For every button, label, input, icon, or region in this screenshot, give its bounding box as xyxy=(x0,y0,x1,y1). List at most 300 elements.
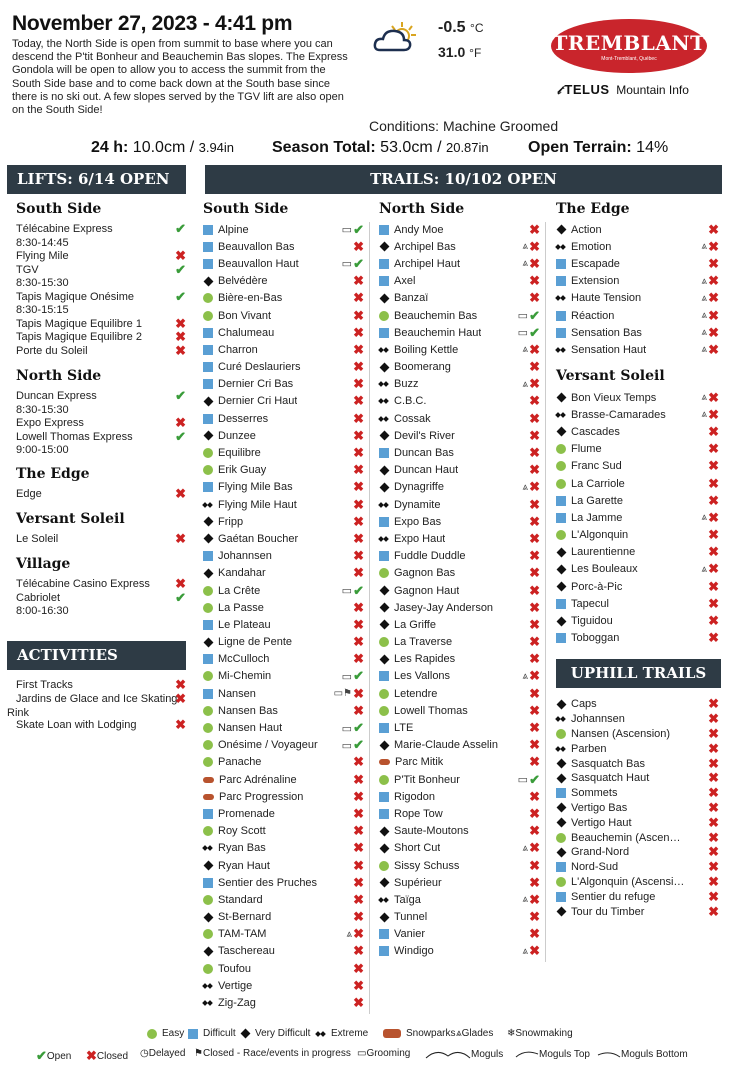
closed-cross-icon: ✖ xyxy=(708,888,719,904)
extreme-double-diamond-icon xyxy=(556,410,566,420)
uphill-name: Sommets xyxy=(571,787,618,800)
open-check-icon: ✔ xyxy=(353,582,364,598)
difficult-square-icon xyxy=(556,862,566,872)
lift-item-expo-express xyxy=(16,417,188,431)
trail-item-vertige xyxy=(203,977,366,994)
very-difficult-diamond-icon xyxy=(204,276,214,286)
trail-item-charron xyxy=(203,341,366,358)
trail-item-desserres xyxy=(203,410,366,427)
lifts-group-list xyxy=(16,578,188,619)
trail-item-sensation-bas xyxy=(556,324,721,341)
lifts-group-title: Versant Soleil xyxy=(16,511,125,527)
very-difficult-diamond-icon xyxy=(204,534,214,544)
very-difficult-diamond-icon xyxy=(204,568,214,578)
easy-circle-icon xyxy=(203,826,213,836)
trail-item-la-passe xyxy=(203,599,366,616)
trail-name: Fripp xyxy=(218,515,244,528)
trail-name: Mi-Chemin xyxy=(218,670,272,683)
trail-item-la-crete xyxy=(203,582,366,599)
very-difficult-diamond-icon xyxy=(557,847,567,857)
trail-item-tiguidou xyxy=(556,612,721,629)
lift-name: Cabriolet xyxy=(16,591,61,604)
activity-name: First Tracks xyxy=(16,679,73,691)
easy-circle-icon xyxy=(379,706,389,716)
closed-cross-icon: ✖ xyxy=(708,630,719,646)
difficult-square-icon xyxy=(203,620,213,630)
trail-name: Parc Adrénaline xyxy=(219,773,297,786)
lift-item-tgv xyxy=(16,261,188,291)
closed-cross-icon: ✖ xyxy=(175,576,186,591)
trail-name: C.B.C. xyxy=(394,395,427,408)
uphill-item-l-algonquin-ascensi xyxy=(556,875,721,890)
closed-cross-icon: ✖ xyxy=(529,788,540,804)
trail-name: Boiling Kettle xyxy=(394,343,459,356)
very-difficult-diamond-icon xyxy=(557,759,567,769)
closed-cross-icon: ✖ xyxy=(353,462,364,478)
glades-icon: ⩓ xyxy=(456,1028,462,1039)
open-check-icon: ✔ xyxy=(175,221,186,236)
uphill-name: Vertigo Bas xyxy=(571,801,628,814)
trail-name: Letendre xyxy=(394,687,438,700)
lift-hours: 8:30-14:45 xyxy=(16,236,69,249)
uphill-name: Sentier du refuge xyxy=(571,890,656,903)
closed-cross-icon: ✖ xyxy=(708,859,719,875)
uphill-item-grand-nord xyxy=(556,845,721,860)
open-check-icon: ✔ xyxy=(175,288,186,304)
trail-name: Beauchemin Bas xyxy=(394,309,478,322)
trail-item-cascades xyxy=(556,423,721,440)
trail-name: Porc-à-Pic xyxy=(571,580,623,593)
trail-item-saute-moutons xyxy=(379,823,542,840)
lift-item-duncan-express xyxy=(16,390,188,417)
trail-name: Parc Mitik xyxy=(395,756,444,769)
trail-item-rigodon xyxy=(379,788,542,805)
activities-header: ACTIVITIES xyxy=(7,641,186,670)
difficult-square-icon xyxy=(203,362,213,372)
lift-name: Flying Mile xyxy=(16,250,69,262)
trail-item-chalumeau xyxy=(203,324,366,341)
extreme-double-diamond-icon xyxy=(203,981,213,991)
closed-cross-icon: ✖ xyxy=(708,770,719,786)
open-check-icon: ✔ xyxy=(529,324,540,340)
easy-circle-icon xyxy=(203,311,213,321)
trail-item-les-bouleaux xyxy=(556,561,721,578)
closed-cross-icon: ✖ xyxy=(708,441,719,457)
trail-name: Dunzee xyxy=(218,429,256,442)
open-check-icon: ✔ xyxy=(175,589,186,605)
lifts-group-title: Village xyxy=(16,556,71,572)
closed-cross-icon: ✖ xyxy=(529,548,540,564)
closed-cross-icon: ✖ xyxy=(708,785,719,801)
difficult-square-icon xyxy=(203,809,213,819)
trail-item-la-jamme xyxy=(556,509,721,526)
trail-item-porc-a-pic xyxy=(556,578,721,595)
easy-circle-icon xyxy=(379,568,389,578)
glades-icon: ⩓ xyxy=(522,241,528,253)
uphill-item-johannsen xyxy=(556,712,721,727)
extreme-double-diamond-icon xyxy=(556,345,566,355)
closed-cross-icon: ✖ xyxy=(529,445,540,461)
closed-cross-icon: ✖ xyxy=(529,462,540,478)
extreme-double-diamond-icon xyxy=(379,396,389,406)
closed-cross-icon: ✖ xyxy=(353,341,364,357)
closed-cross-icon: ✖ xyxy=(353,840,364,856)
glades-icon: ⩓ xyxy=(701,292,707,304)
closed-cross-icon: ✖ xyxy=(708,755,719,771)
lift-name: Edge xyxy=(16,488,42,500)
trail-item-jasey-jay-anderson xyxy=(379,599,542,616)
lift-name: Lowell Thomas Express xyxy=(16,430,133,443)
extreme-double-diamond-icon xyxy=(556,242,566,252)
easy-circle-icon xyxy=(379,861,389,871)
trail-name: Flume xyxy=(571,443,602,456)
trail-item-dynagriffe xyxy=(379,479,542,496)
trail-name: Marie-Claude Asselin xyxy=(394,739,498,752)
easy-circle-icon xyxy=(556,444,566,454)
closed-cross-icon: ✖ xyxy=(529,616,540,632)
very-difficult-diamond-icon xyxy=(380,362,390,372)
trail-item-nansen-bas xyxy=(203,702,366,719)
glades-icon: ⩓ xyxy=(701,563,707,575)
easy-circle-icon xyxy=(203,603,213,613)
trail-item-panache xyxy=(203,754,366,771)
closed-cross-icon: ✖ xyxy=(708,711,719,727)
trail-name: McCulloch xyxy=(218,653,270,666)
trail-item-cure-deslauriers xyxy=(203,359,366,376)
open-check-icon: ✔ xyxy=(353,255,364,271)
open-check-icon: ✔ xyxy=(353,668,364,684)
very-difficult-diamond-icon xyxy=(380,912,390,922)
trail-name: Axel xyxy=(394,275,416,288)
closed-cross-icon: ✖ xyxy=(529,238,540,254)
closed-cross-icon: ✖ xyxy=(353,238,364,254)
closed-cross-icon: ✖ xyxy=(529,891,540,907)
trail-name: Les Vallons xyxy=(394,670,451,683)
trails-edge-list xyxy=(556,221,721,359)
trail-item-lowell-thomas xyxy=(379,702,542,719)
extreme-double-diamond-icon xyxy=(379,414,389,424)
closed-cross-icon: ✖ xyxy=(529,702,540,718)
trail-name: Bon Vieux Temps xyxy=(571,391,657,404)
activity-item-first-tracks xyxy=(16,679,188,693)
closed-cross-icon: ✖ xyxy=(529,651,540,667)
lift-hours: 8:00-16:30 xyxy=(16,605,69,617)
very-difficult-diamond-icon xyxy=(204,517,214,527)
closed-cross-icon: ✖ xyxy=(175,531,186,546)
trail-name: Short Cut xyxy=(394,842,441,855)
temperature-celsius: -0.5 °C xyxy=(438,19,484,36)
easy-circle-icon xyxy=(203,671,213,681)
uphill-name: Sasquatch Haut xyxy=(571,772,650,785)
closed-cross-icon: ✖ xyxy=(353,823,364,839)
trail-name: Flying Mile Bas xyxy=(218,481,293,494)
trail-name: Chalumeau xyxy=(218,326,275,339)
closed-cross-icon: ✖ xyxy=(708,389,719,405)
closed-cross-icon: ✖ xyxy=(353,427,364,443)
trail-item-taschereau xyxy=(203,943,366,960)
closed-cross-icon: ✖ xyxy=(529,341,540,357)
closed-cross-icon: ✖ xyxy=(353,599,364,615)
lifts-group-list xyxy=(16,390,188,458)
closed-cross-icon: ✖ xyxy=(353,273,364,289)
trail-name: Erik Guay xyxy=(218,464,267,477)
glades-icon: ⩓ xyxy=(701,392,707,404)
grooming-icon: ▭ xyxy=(341,224,352,237)
trail-name: Expo Bas xyxy=(394,515,442,528)
trail-name: Haute Tension xyxy=(571,292,642,305)
very-difficult-diamond-icon xyxy=(380,603,390,613)
trail-name: Parc Progression xyxy=(219,790,304,803)
trail-item-dernier-cri-bas xyxy=(203,376,366,393)
closed-cross-icon: ✖ xyxy=(708,561,719,577)
lift-hours: 8:30-15:15 xyxy=(16,304,69,316)
trail-name: Gagnon Bas xyxy=(394,567,456,580)
trail-name: Supérieur xyxy=(394,876,442,889)
lift-item-tapis-magique-equilibre-1 xyxy=(16,315,188,332)
closed-cross-icon: ✖ xyxy=(353,805,364,821)
difficult-square-icon xyxy=(379,517,389,527)
difficult-square-icon xyxy=(556,276,566,286)
closed-cross-icon: ✖ xyxy=(529,273,540,289)
easy-circle-icon xyxy=(379,311,389,321)
trail-item-expo-haut xyxy=(379,530,542,547)
glades-icon: ⩓ xyxy=(701,275,707,287)
grooming-icon: ▭ xyxy=(341,670,352,683)
trail-name: Andy Moe xyxy=(394,223,444,236)
very-difficult-diamond-icon xyxy=(380,465,390,475)
closed-cross-icon: ✖ xyxy=(529,479,540,495)
trail-name: Curé Deslauriers xyxy=(218,361,301,374)
trail-item-parc-adrenaline xyxy=(203,771,366,788)
closed-cross-icon: ✖ xyxy=(175,342,186,358)
lift-name: Expo Express xyxy=(16,417,84,429)
open-check-icon: ✔ xyxy=(353,221,364,237)
difficult-square-icon xyxy=(379,946,389,956)
closed-cross-icon: ✖ xyxy=(529,496,540,512)
trail-item-short-cut xyxy=(379,840,542,857)
trail-item-duncan-haut xyxy=(379,462,542,479)
easy-circle-icon xyxy=(556,461,566,471)
closed-cross-icon: ✖ xyxy=(529,599,540,615)
difficult-square-icon xyxy=(203,345,213,355)
trail-name: Charron xyxy=(218,343,258,356)
trail-name: Duncan Haut xyxy=(394,464,459,477)
trail-name: Nansen Bas xyxy=(218,704,278,717)
moguls-bottom-icon xyxy=(597,1048,621,1060)
trail-item-haute-tension xyxy=(556,290,721,307)
trail-name: Jasey-Jay Anderson xyxy=(394,601,494,614)
trail-name: Bon Vivant xyxy=(218,309,272,322)
trails-soleil-list xyxy=(556,389,721,647)
trail-item-belvedere xyxy=(203,273,366,290)
trail-item-taiga xyxy=(379,891,542,908)
activity-item-jardins-de-glace-and-ice-skating-rink xyxy=(7,693,188,720)
very-difficult-diamond-icon xyxy=(557,225,567,235)
trail-item-la-carriole xyxy=(556,475,721,492)
trails-header: TRAILS: 10/102 OPEN xyxy=(205,165,722,194)
closed-cross-icon: ✖ xyxy=(708,458,719,474)
lift-name: Télécabine Express xyxy=(16,223,113,235)
closed-cross-icon: ✖ xyxy=(529,427,540,443)
lift-item-cabriolet xyxy=(16,589,188,619)
closed-cross-icon: ✖ xyxy=(529,376,540,392)
closed-cross-icon: ✖ xyxy=(353,410,364,426)
difficult-icon xyxy=(188,1029,198,1039)
legend-snowparks: Snowparks xyxy=(383,1028,455,1039)
closed-cross-icon: ✖ xyxy=(529,754,540,770)
lift-item-telecabine-express xyxy=(16,223,188,250)
closed-cross-icon: ✖ xyxy=(708,273,719,289)
lift-hours: 9:00-15:00 xyxy=(16,444,69,456)
very-difficult-diamond-icon xyxy=(380,586,390,596)
trail-name: La Jamme xyxy=(571,511,623,524)
lift-hours: 8:30-15:30 xyxy=(16,403,69,416)
trail-name: St-Bernard xyxy=(218,911,272,924)
extreme-icon xyxy=(316,1029,326,1039)
grooming-icon: ▭ xyxy=(341,722,352,735)
very-difficult-diamond-icon xyxy=(204,947,214,957)
trail-name: La Passe xyxy=(218,601,264,614)
closed-cross-icon: ✖ xyxy=(353,307,364,323)
trail-item-marie-claude-asselin xyxy=(379,737,542,754)
trail-name: Archipel Haut xyxy=(394,257,461,270)
glades-icon: ⩓ xyxy=(701,327,707,339)
closed-cross-icon: ✖ xyxy=(708,578,719,594)
trails-soleil-title: Versant Soleil xyxy=(556,368,665,384)
telus-sponsor: 𝓉 TELUS Mountain Info xyxy=(557,82,689,97)
trail-item-archipel-haut xyxy=(379,255,542,272)
difficult-square-icon xyxy=(203,878,213,888)
very-difficult-diamond-icon xyxy=(557,699,567,709)
lift-item-le-soleil xyxy=(16,533,188,547)
trail-name: La Carriole xyxy=(571,477,625,490)
uphill-name: Sasquatch Bas xyxy=(571,757,645,770)
closed-cross-icon: ✖ xyxy=(353,324,364,340)
easy-circle-icon xyxy=(556,479,566,489)
very-difficult-diamond-icon xyxy=(380,843,390,853)
trail-item-johannsen xyxy=(203,548,366,565)
extreme-double-diamond-icon xyxy=(379,534,389,544)
very-difficult-diamond-icon xyxy=(557,803,567,813)
trail-item-parc-progression xyxy=(203,788,366,805)
trail-item-vanier xyxy=(379,926,542,943)
trail-name: Zig-Zag xyxy=(218,997,256,1010)
trail-item-promenade xyxy=(203,805,366,822)
easy-circle-icon xyxy=(379,689,389,699)
trail-name: Brasse-Camarades xyxy=(571,408,666,421)
closed-cross-icon: ✖ xyxy=(529,668,540,684)
trail-name: Toufou xyxy=(218,962,252,975)
uphill-header: UPHILL TRAILS xyxy=(556,659,721,688)
trail-item-beauchemin-haut xyxy=(379,324,542,341)
closed-cross-icon: ✖ xyxy=(353,565,364,581)
closed-cross-icon: ✖ xyxy=(529,909,540,925)
glades-icon: ⩓ xyxy=(346,928,352,940)
trail-item-kandahar xyxy=(203,565,366,582)
season-total: Season Total: 53.0cm / 20.87in xyxy=(272,139,489,156)
trail-name: Johannsen xyxy=(218,550,272,563)
trail-item-boiling-kettle xyxy=(379,341,542,358)
uphill-name: Parben xyxy=(571,742,607,755)
lift-name: Tapis Magique Equilibre 1 xyxy=(16,317,142,330)
trail-item-ryan-haut xyxy=(203,857,366,874)
trail-item-rope-tow xyxy=(379,805,542,822)
grooming-icon: ▭ xyxy=(517,327,528,340)
trail-item-nansen xyxy=(203,685,366,702)
trail-name: Toboggan xyxy=(571,632,620,645)
trail-name: Equilibre xyxy=(218,447,261,460)
trail-name: Archipel Bas xyxy=(394,240,456,253)
activity-item-skate-loan-with-lodging xyxy=(16,719,188,733)
closed-cross-icon: ✖ xyxy=(353,513,364,529)
extreme-double-diamond-icon xyxy=(379,500,389,510)
uphill-name: Tour du Timber xyxy=(571,905,645,918)
closed-cross-icon: ✖ xyxy=(708,255,719,271)
trail-name: Taschereau xyxy=(218,945,275,958)
uphill-item-nord-sud xyxy=(556,860,721,875)
extreme-double-diamond-icon xyxy=(379,379,389,389)
trail-item-la-garette xyxy=(556,492,721,509)
trail-name: Standard xyxy=(218,893,263,906)
trail-name: Sensation Haut xyxy=(571,343,647,356)
difficult-square-icon xyxy=(379,328,389,338)
closed-cross-icon: ✖ xyxy=(353,616,364,632)
trail-item-beauvallon-haut xyxy=(203,255,366,272)
legend-snowmaking: ❄ Snowmaking xyxy=(507,1028,573,1039)
difficult-square-icon xyxy=(379,259,389,269)
lifts-group-list xyxy=(16,488,188,502)
difficult-square-icon xyxy=(379,448,389,458)
lifts-header: LIFTS: 6/14 OPEN xyxy=(7,165,186,194)
trail-item-l-algonquin xyxy=(556,527,721,544)
trail-item-tapecul xyxy=(556,595,721,612)
difficult-square-icon xyxy=(556,328,566,338)
easy-circle-icon xyxy=(203,895,213,905)
grooming-flag-icon: ▭⚑ xyxy=(333,688,352,700)
partly-cloudy-icon xyxy=(372,20,426,59)
difficult-square-icon xyxy=(203,551,213,561)
trail-name: Tiguidou xyxy=(571,615,613,628)
trail-item-biere-en-bas xyxy=(203,290,366,307)
open-check-icon: ✔ xyxy=(529,307,540,323)
trail-name: Ligne de Pente xyxy=(218,636,293,649)
trail-item-devil-s-river xyxy=(379,427,542,444)
grooming-icon: ▭ xyxy=(341,739,352,752)
trail-item-bon-vieux-temps xyxy=(556,389,721,406)
legend-moguls-top: Moguls Top xyxy=(515,1048,590,1060)
trail-name: Sentier des Pruches xyxy=(218,876,318,889)
trail-name: Fuddle Duddle xyxy=(394,550,466,563)
trail-item-expo-bas xyxy=(379,513,542,530)
difficult-square-icon xyxy=(203,654,213,664)
trail-item-buzz xyxy=(379,376,542,393)
closed-cross-icon: ✖ xyxy=(708,238,719,254)
closed-cross-icon: ✖ xyxy=(353,995,364,1011)
uphill-name: Beauchemin (Ascen… xyxy=(571,831,681,844)
difficult-square-icon xyxy=(203,242,213,252)
conditions: Conditions: Machine Groomed xyxy=(369,118,559,134)
activity-name: Jardins de Glace and Ice Skating Rink xyxy=(7,693,178,719)
closed-cross-icon: ✖ xyxy=(175,717,186,732)
closed-cross-icon: ✖ xyxy=(529,359,540,375)
closed-cross-icon: ✖ xyxy=(353,926,364,942)
trail-name: TAM-TAM xyxy=(218,928,267,941)
lift-item-porte-du-soleil xyxy=(16,342,188,359)
trail-item-le-plateau xyxy=(203,616,366,633)
closed-cross-icon: ✖ xyxy=(175,415,186,430)
snowpark-icon xyxy=(379,759,390,765)
closed-cross-icon: ✖ xyxy=(175,691,186,706)
